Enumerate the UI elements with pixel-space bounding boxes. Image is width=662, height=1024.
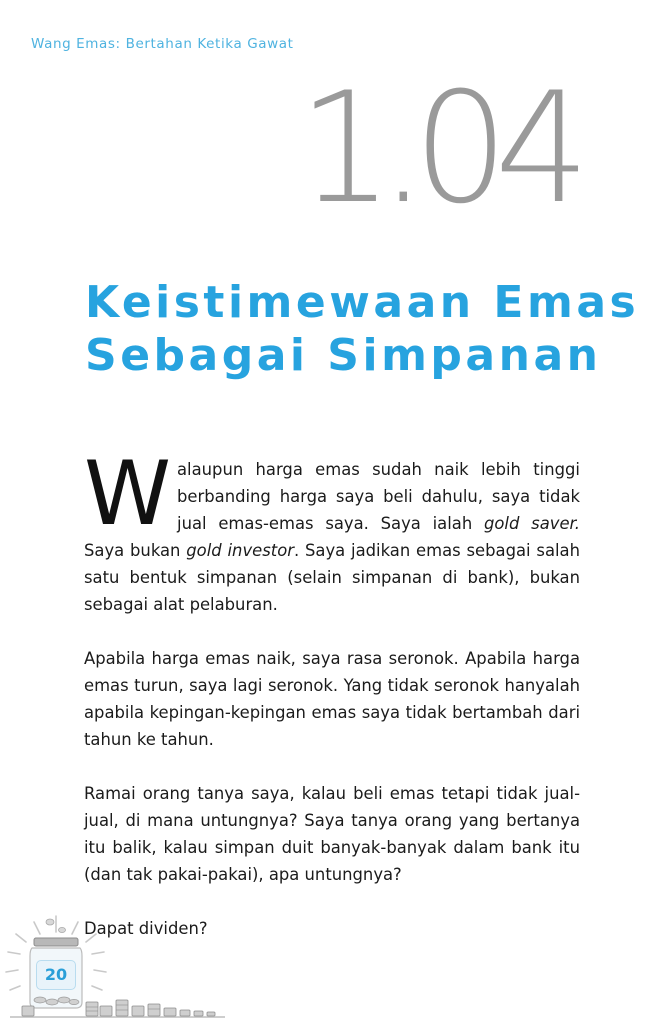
running-head: Wang Emas: Bertahan Ketika Gawat — [31, 36, 294, 52]
body-text — [84, 442, 580, 969]
paragraph-3: Ramai orang tanya saya, kalau beli emas tetapi tidak jual-jual, di mana untungnya? Saya tanya orang yang bertanya itu balik, kalau simpan duit banyak-banyak dalam bank itu (dan tak pakai-pakai), apa untungnya? — [84, 784, 580, 884]
emphasis-gold-saver: gold saver. — [484, 514, 580, 533]
chapter-title — [85, 276, 639, 382]
page-number: 20 — [36, 960, 76, 990]
paragraph-4: Dapat dividen? — [84, 919, 208, 938]
coin-jar-icon — [0, 910, 230, 1024]
drop-cap: W — [84, 442, 172, 545]
section-number: 1.04 — [298, 60, 576, 238]
paragraph-1-text-c: . Saya jadikan emas sebagai salah satu bentuk simpanan (selain simpanan di bank), bukan sebagai alat pelaburan. — [84, 541, 580, 614]
emphasis-gold-investor: gold investor — [186, 541, 294, 560]
chapter-title-line-2: Sebagai Simpanan — [85, 330, 602, 381]
paragraph-2: Apabila harga emas naik, saya rasa seronok. Apabila harga emas turun, saya lagi seronok. Yang tidak seronok hanyalah apabila kepingan-kepingan emas saya tidak bertambah dari tahun ke tahun. — [84, 649, 580, 749]
paragraph-1-text-b: Saya bukan — [84, 541, 187, 560]
paragraph-1-text-a: alaupun harga emas sudah naik lebih tinggi berbanding harga saya beli dahulu, saya tidak jual emas-emas saya. Saya ialah — [177, 460, 580, 533]
paragraph-1 — [84, 442, 580, 618]
chapter-title-line-1: Keistimewaan Emas — [85, 277, 640, 328]
